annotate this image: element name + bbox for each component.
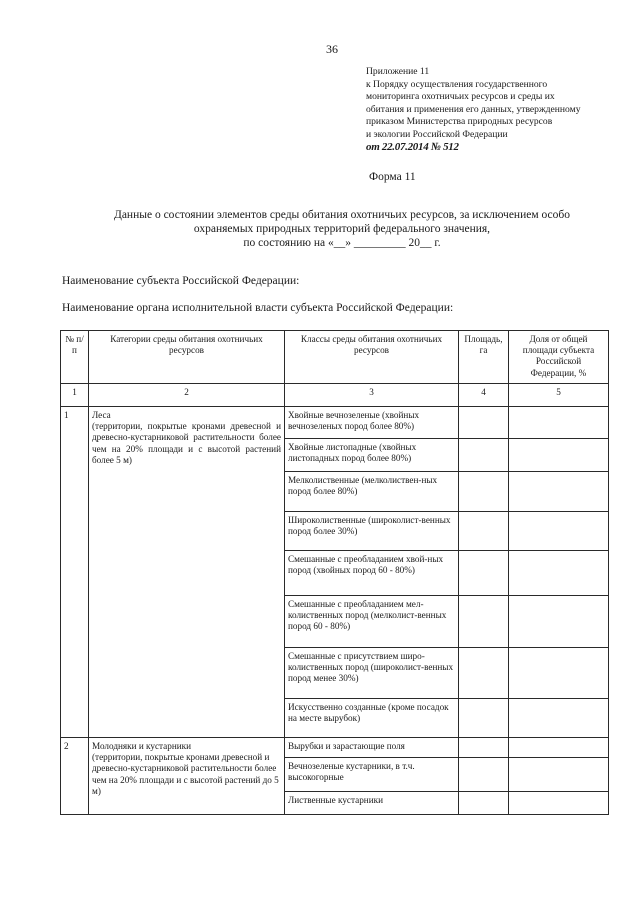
share-cell[interactable] xyxy=(509,512,609,551)
category-title: Молодняки и кустарники xyxy=(92,741,192,751)
category-cell xyxy=(89,407,285,738)
annex-line: приказом Министерства природных ресурсов xyxy=(366,116,553,128)
share-cell[interactable] xyxy=(509,648,609,699)
share-cell[interactable] xyxy=(509,407,609,439)
header-num: № п/п xyxy=(61,331,89,384)
header-area: Площадь, га xyxy=(459,331,509,384)
area-cell[interactable] xyxy=(459,758,509,792)
column-index: 5 xyxy=(509,384,609,407)
category-description: (территории, покрытые кронами древесной и древесно-кустарниковой растительности более чем на 20% площади и с высотой растений более 5 м) xyxy=(92,421,281,465)
column-index: 4 xyxy=(459,384,509,407)
title-line: по состоянию на «__» _________ 20__ г. xyxy=(243,237,441,249)
share-cell[interactable] xyxy=(509,758,609,792)
area-cell[interactable] xyxy=(459,596,509,648)
column-index: 3 xyxy=(285,384,459,407)
table-row xyxy=(61,407,609,439)
header-category: Категории среды обитания охотничьих ресурсов xyxy=(89,331,285,384)
area-cell[interactable] xyxy=(459,792,509,815)
area-cell[interactable] xyxy=(459,648,509,699)
share-cell[interactable] xyxy=(509,472,609,512)
area-cell[interactable] xyxy=(459,738,509,758)
column-index-row xyxy=(61,384,609,407)
class-cell: Вырубки и зарастающие поля xyxy=(285,738,459,758)
share-cell[interactable] xyxy=(509,738,609,758)
class-cell: Искусственно созданные (кроме посадок на месте вырубок) xyxy=(285,699,459,738)
authority-name-label: Наименование органа исполнительной власти субъекта Российской Федерации: xyxy=(62,302,454,314)
class-cell: Смешанные с преобладанием мел-колиственных пород (мелколист-венных пород 60 - 80%) xyxy=(285,596,459,648)
title-line: Данные о состоянии элементов среды обитания охотничьих ресурсов, за исключением особо xyxy=(113,209,570,221)
class-cell: Лиственные кустарники xyxy=(285,792,459,815)
title-line: охраняемых природных территорий федерального значения, xyxy=(193,223,491,235)
annex-line: и экологии Российской Федерации xyxy=(366,128,508,140)
header-share: Доля от общей площади субъекта Российской Федерации, % xyxy=(509,331,609,384)
area-cell[interactable] xyxy=(459,439,509,472)
class-cell: Смешанные с присутствием широ-колиственных пород (широколист-венных пород менее 30%) xyxy=(285,648,459,699)
share-cell[interactable] xyxy=(509,792,609,815)
column-index: 1 xyxy=(61,384,89,407)
handwritten-date-number: от 22.07.2014 № 512 xyxy=(366,141,459,153)
area-cell[interactable] xyxy=(459,551,509,596)
area-cell[interactable] xyxy=(459,512,509,551)
subject-name-label: Наименование субъекта Российской Федерации: xyxy=(62,275,300,287)
class-cell: Мелколиственные (мелколиствен-ных пород более 80%) xyxy=(285,472,459,512)
annex-line: к Порядку осуществления государственного xyxy=(366,78,548,90)
class-cell: Хвойные вечнозеленые (хвойных вечнозеленых пород более 80%) xyxy=(285,407,459,439)
column-index: 2 xyxy=(89,384,285,407)
share-cell[interactable] xyxy=(509,551,609,596)
area-cell[interactable] xyxy=(459,407,509,439)
annex-reference xyxy=(366,66,616,142)
share-cell[interactable] xyxy=(509,699,609,738)
class-cell: Смешанные с преобладанием хвой-ных пород (хвойных пород 60 - 80%) xyxy=(285,551,459,596)
category-cell xyxy=(89,738,285,815)
share-cell[interactable] xyxy=(509,439,609,472)
annex-line: обитания и применения его данных, утвержденному xyxy=(366,103,581,115)
row-number: 1 xyxy=(61,407,89,738)
area-cell[interactable] xyxy=(459,699,509,738)
document-title xyxy=(62,208,622,250)
annex-line: мониторинга охотничьих ресурсов и среды их xyxy=(366,91,555,103)
table-header-row xyxy=(61,331,609,384)
class-cell: Хвойные листопадные (хвойных листопадных пород более 80%) xyxy=(285,439,459,472)
habitat-table xyxy=(60,330,609,815)
page-number: 36 xyxy=(326,42,338,56)
class-cell: Вечнозеленые кустарники, в т.ч. высокогорные xyxy=(285,758,459,792)
category-title: Леса xyxy=(92,410,111,420)
share-cell[interactable] xyxy=(509,596,609,648)
row-number: 2 xyxy=(61,738,89,815)
class-cell: Широколиственные (широколист-венных пород более 30%) xyxy=(285,512,459,551)
form-label: Форма 11 xyxy=(369,171,416,183)
area-cell[interactable] xyxy=(459,472,509,512)
header-classes: Классы среды обитания охотничьих ресурсов xyxy=(285,331,459,384)
category-description: (территории, покрытые кронами древесной и древесно-кустарниковой растительности более чем на 20% площади и с высотой растений до 5 м) xyxy=(92,752,279,796)
annex-line: Приложение 11 xyxy=(366,66,430,77)
table-row xyxy=(61,738,609,758)
